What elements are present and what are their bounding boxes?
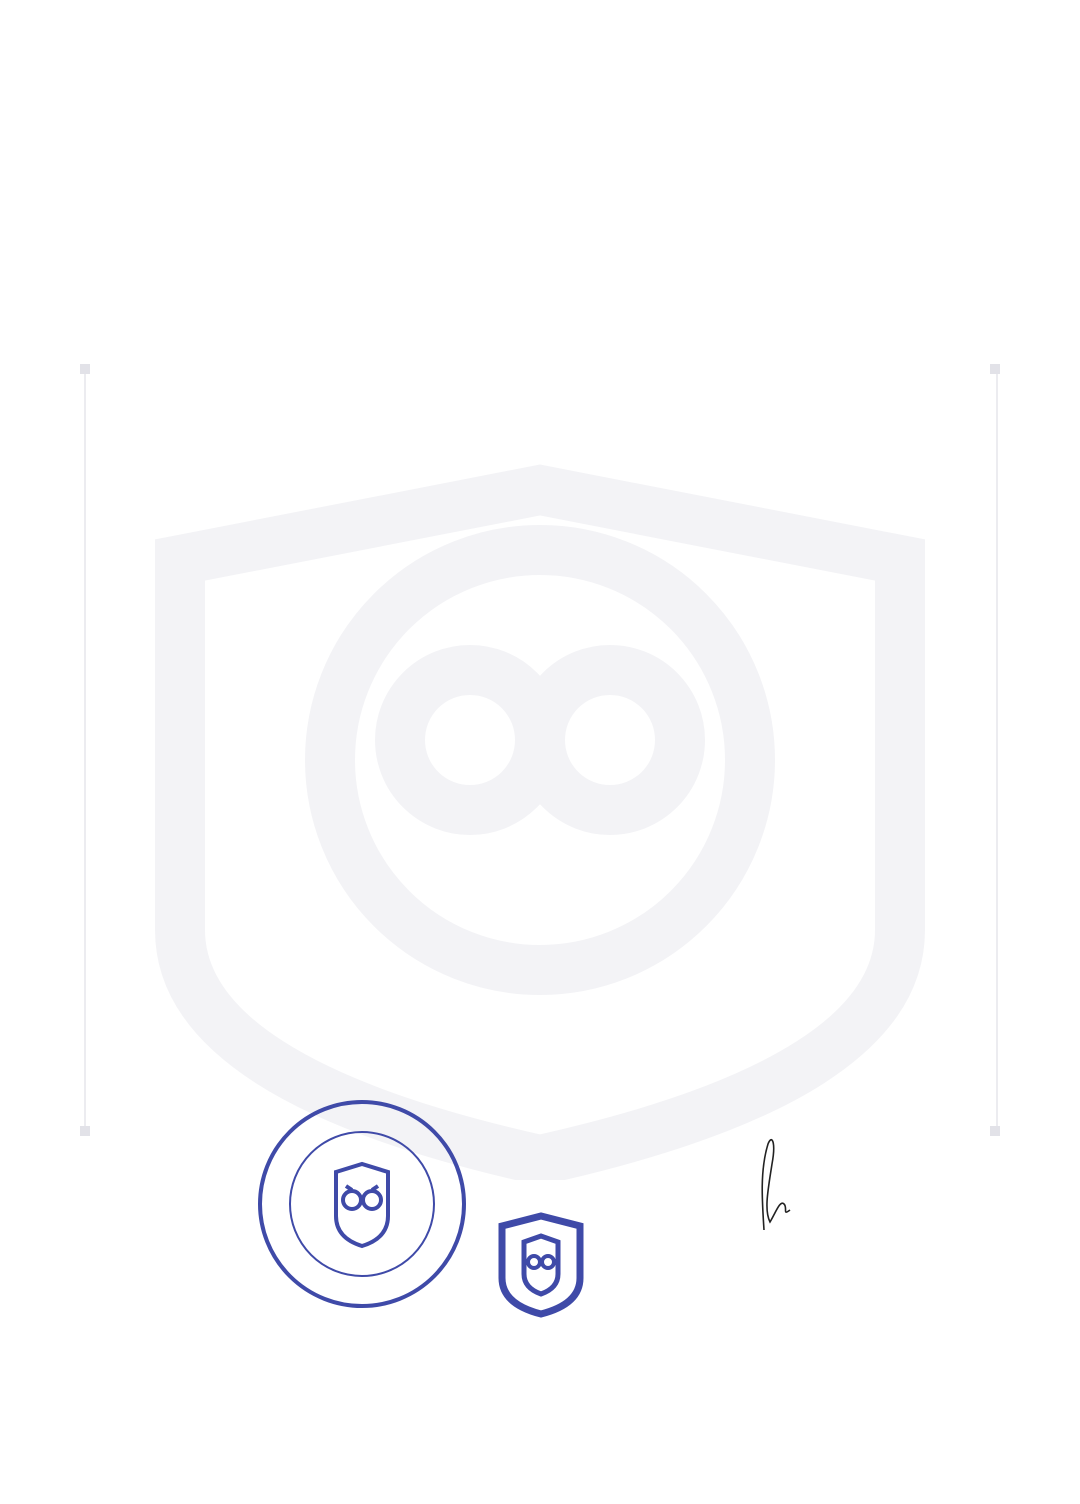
frame-left-line: [84, 372, 86, 1132]
frame-corner: [990, 1126, 1000, 1136]
module-item: [0, 801, 1080, 836]
owl-shield-logo-icon: [496, 1212, 586, 1318]
frame-corner: [990, 364, 1000, 374]
module-item: [0, 973, 1080, 1008]
module-list: [0, 766, 1080, 1008]
institution-stamp: [256, 1098, 468, 1310]
bottom-right-mosaic: [776, 1212, 1014, 1448]
module-item: [0, 870, 1080, 905]
module-item: [0, 904, 1080, 939]
module-item: [0, 939, 1080, 974]
completed-intro: [0, 766, 1080, 801]
owl-icon: [336, 1164, 388, 1246]
module-item: [0, 835, 1080, 870]
top-mosaic-pattern: [68, 54, 1014, 292]
frame-corner: [80, 364, 90, 374]
frame-corner: [80, 1126, 90, 1136]
signature-scribble: [734, 1130, 814, 1240]
frame-right-line: [996, 372, 998, 1132]
